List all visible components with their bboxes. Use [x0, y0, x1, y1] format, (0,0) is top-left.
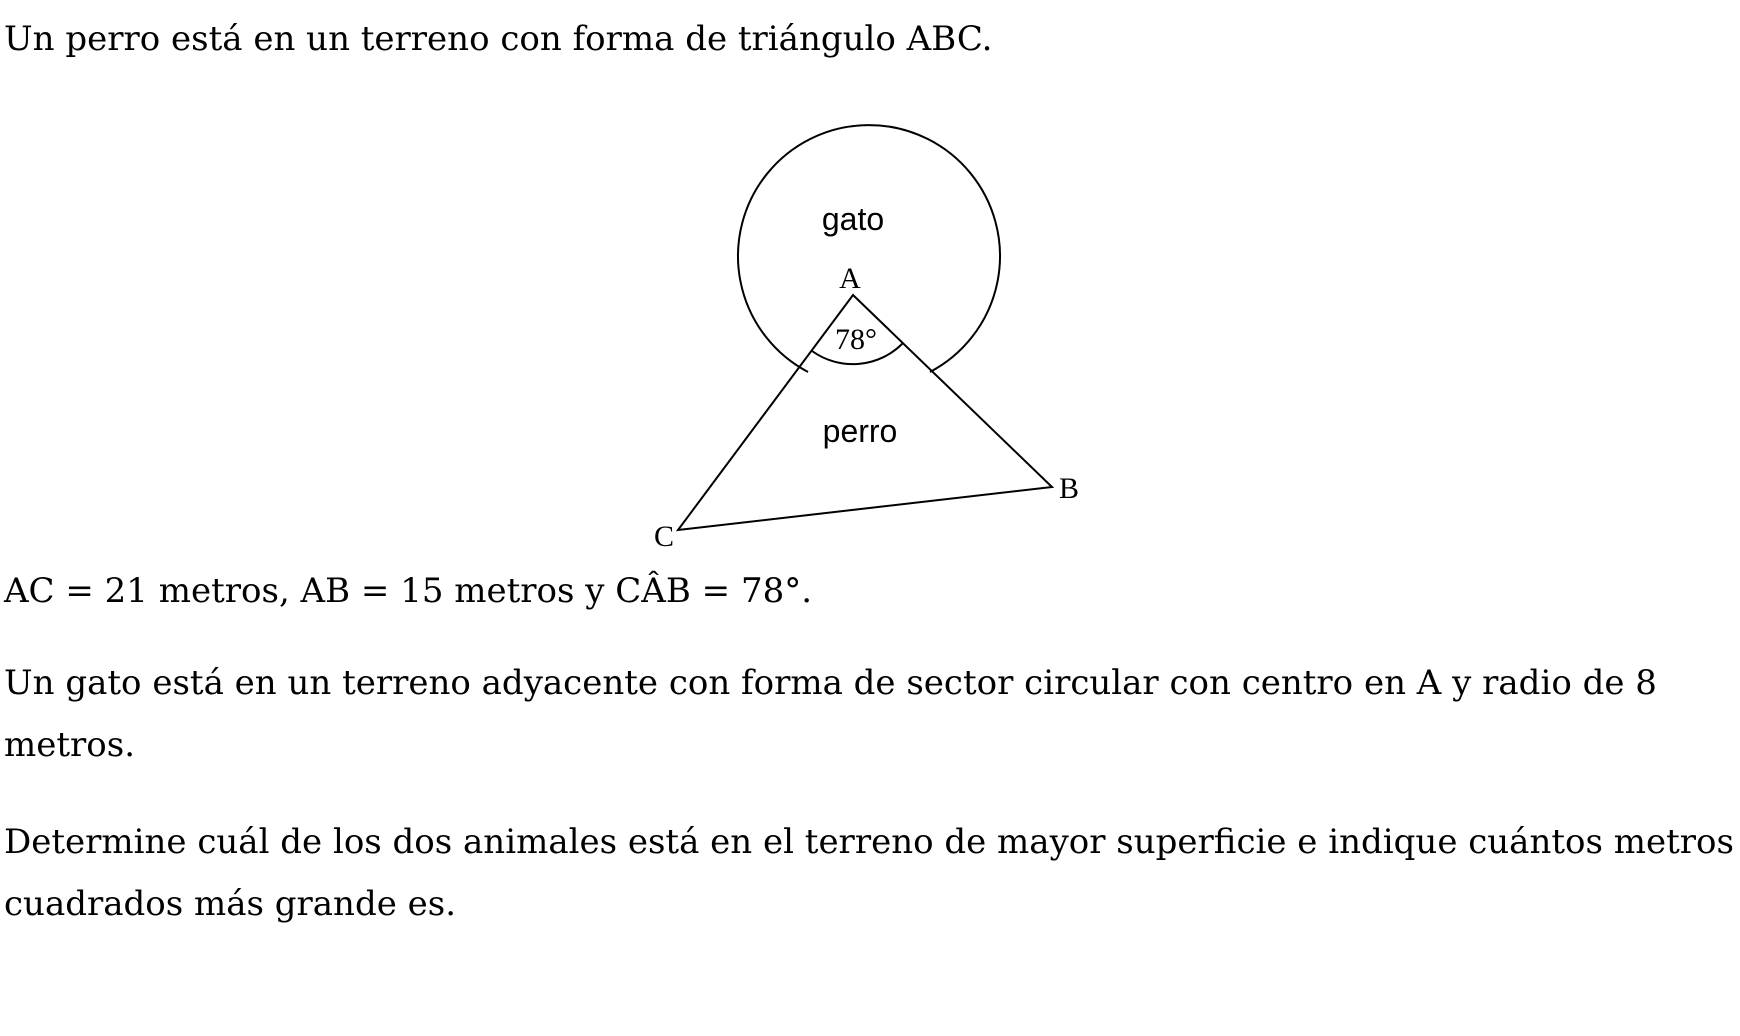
region-label-gato: gato: [821, 201, 885, 237]
cat-description: [4, 652, 1657, 776]
vertex-label-a: A: [839, 262, 861, 295]
cat-description-line-2: metros.: [4, 725, 136, 765]
angle-label: 78°: [835, 323, 877, 356]
question-line-2: cuadrados más grande es.: [4, 884, 457, 924]
vertex-label-c: C: [653, 520, 675, 553]
cat-description-line-1: Un gato está en un terreno adyacente con forma de sector circular con centro en A y radio de 8: [4, 663, 1657, 703]
question-text: [4, 811, 1734, 935]
question-line-1: Determine cuál de los dos animales está en el terreno de mayor superficie e indique cuántos metros: [4, 822, 1734, 862]
given-data-text: AC = 21 metros, AB = 15 metros y CÂB = 78°.: [4, 571, 813, 611]
intro-text: Un perro está en un terreno con forma de triángulo ABC.: [4, 19, 993, 59]
vertex-label-b: B: [1058, 472, 1080, 505]
region-label-perro: perro: [822, 413, 898, 449]
